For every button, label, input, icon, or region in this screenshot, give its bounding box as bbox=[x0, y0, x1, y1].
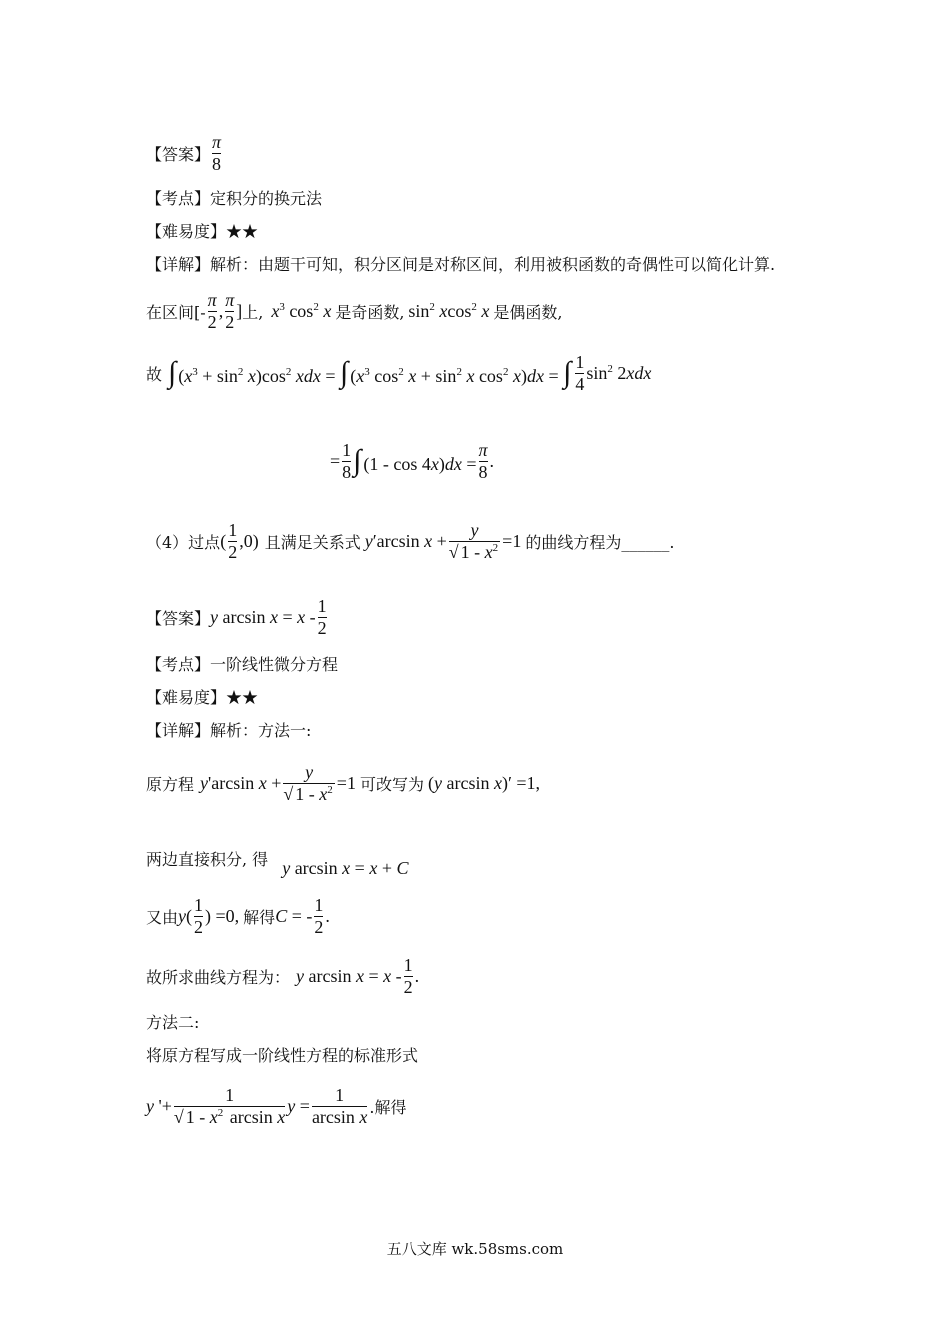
original-equation: 原方程 y'arcsin x + $\frac{y}{√ 1 - x^2}$ =1 可改写为 (y arcsin x)′ =1, bbox=[146, 762, 541, 804]
difficulty-1: 【难易度】★★ bbox=[146, 222, 259, 241]
integral-equation-2: = $\frac{1}{8}$ ∫ (1 - cos 4x)dx = $\frac{\pi}{8}$ . bbox=[330, 440, 495, 482]
answer-label: 【答案】 bbox=[146, 144, 211, 164]
question-4: （4）过点 ( $\frac{1}{2}$ ,0) 且满足关系式 y′arcsin x + $\frac{y}{√ 1 - x^2}$ =1 的曲线方程为______. bbox=[146, 520, 675, 562]
answer-2: 【答案】 y arcsin x = x - $\frac{1}{2}$ bbox=[146, 596, 327, 638]
standard-equation: y '+ $\frac{1}{√ 1 - x^2 \arcsin x}$ y = $\frac{1}{\text{arcsin x}}$ .解得 bbox=[146, 1085, 407, 1127]
integrate-line: 两边直接积分, 得 y arcsin x = x + C bbox=[146, 850, 409, 878]
difficulty-2: 【难易度】★★ bbox=[146, 688, 259, 707]
footer-watermark: 五八文库 wk.58sms.com bbox=[386, 1240, 564, 1258]
integral-equation-1: 故 ∫ $(x^3 + \sin^2 x)\cos^2$ xdx = ∫ ($x^3$ $\cos^2 x + \sin^2 x$ $\cos^2 x)dx$ = ∫ $\frac{1}{4}$ $\sin^2 2xdx$ bbox=[146, 352, 652, 394]
answer-1 bbox=[146, 132, 223, 174]
result-line: 故所求曲线方程为： y arcsin x = x - $\frac{1}{2}$ . bbox=[146, 955, 420, 997]
answer-fraction: $\frac{\pi}{8}$ bbox=[212, 132, 222, 174]
topic-1: 【考点】定积分的换元法 bbox=[146, 189, 323, 208]
constant-line: 又由 y( $\frac{1}{2}$ ) =0, 解得 C = - $\frac{1}{2}$ . bbox=[146, 895, 330, 937]
standard-form: 将原方程写成一阶线性方程的标准形式 bbox=[146, 1046, 419, 1065]
detail-1: 【详解】解析：由题干可知，积分区间是对称区间，利用被积函数的奇偶性可以简化计算. bbox=[146, 255, 776, 274]
interval-line: 在区间[- $\frac{\pi}{2}$ , $\frac{\pi}{2}$ ] 上, $x^3$ $\cos^2 x$ 是奇函数, $\sin^2 xcos^2$ x 是偶函数, bbox=[146, 290, 563, 332]
topic-2: 【考点】一阶线性微分方程 bbox=[146, 655, 339, 674]
detail-2: 【详解】解析：方法一: bbox=[146, 721, 312, 740]
method-2: 方法二: bbox=[146, 1013, 200, 1032]
